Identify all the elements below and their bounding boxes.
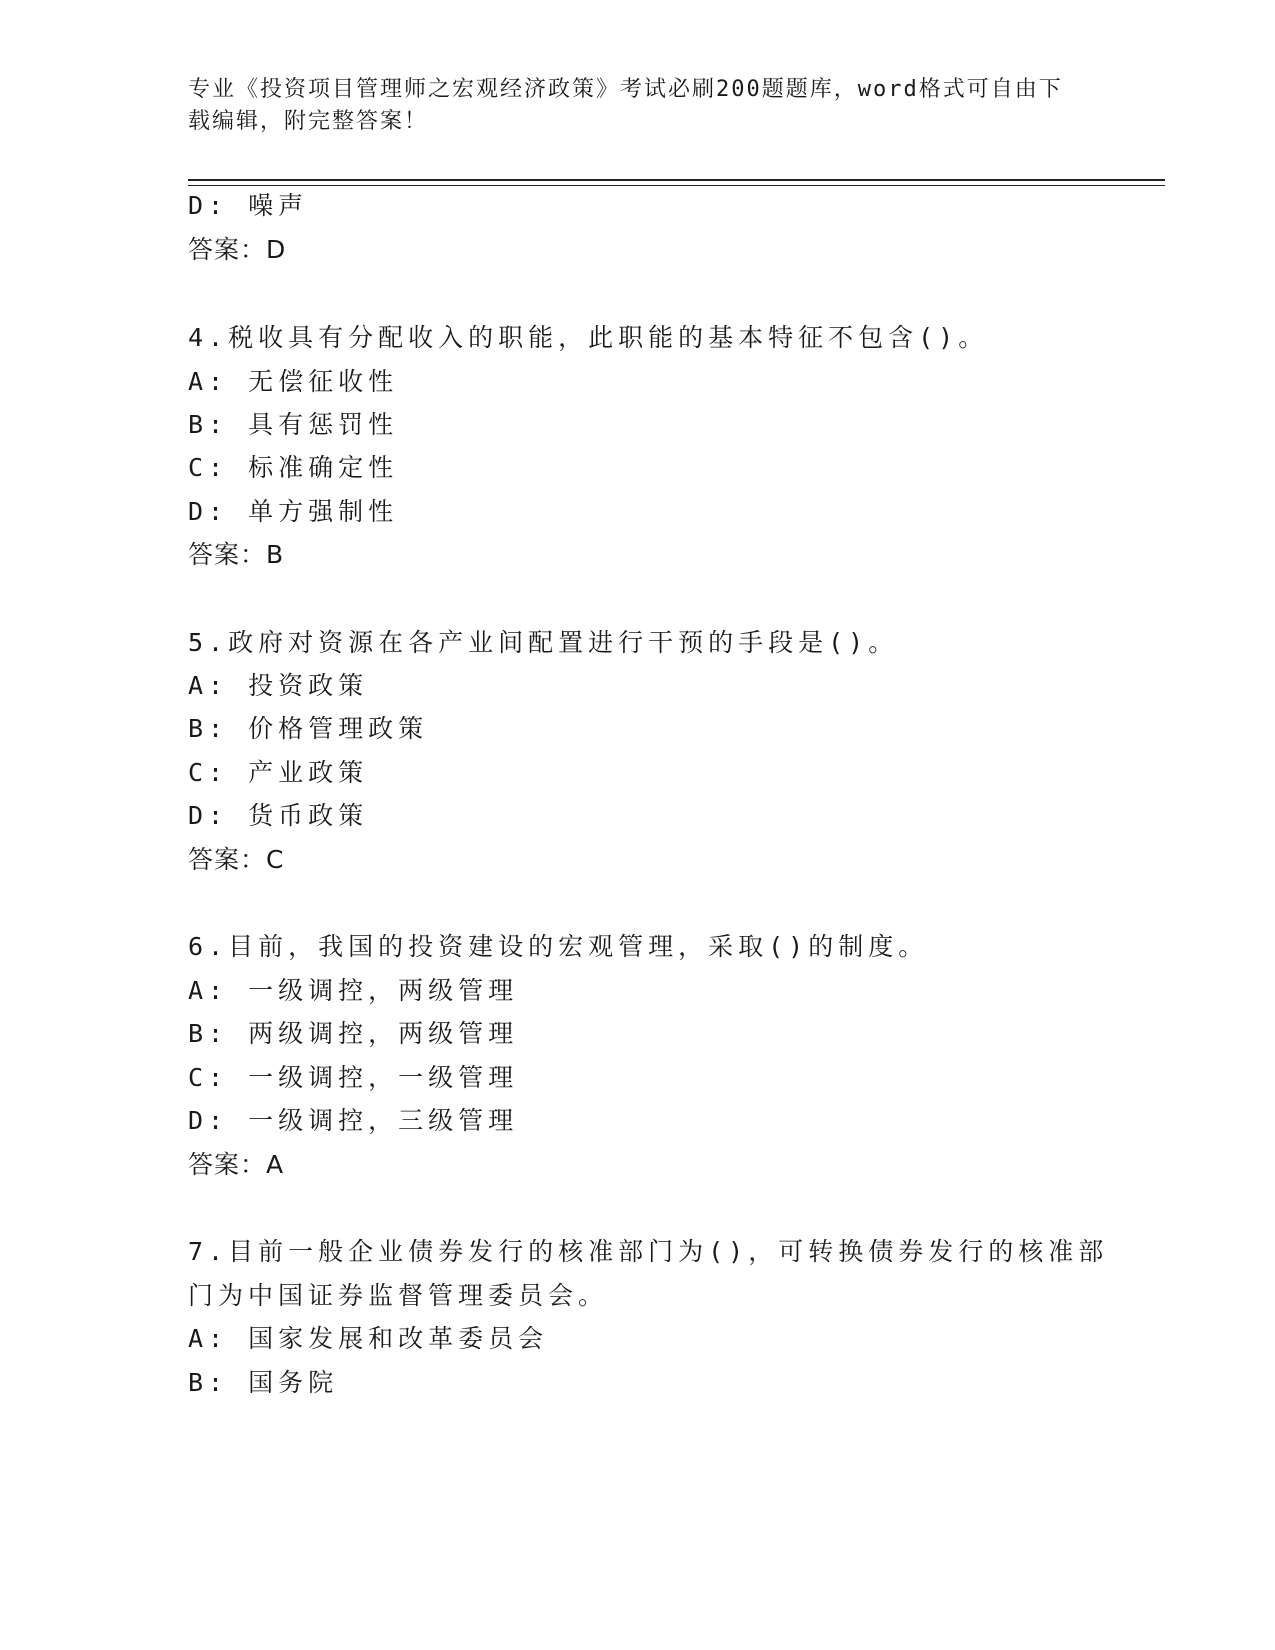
header-divider-thick bbox=[188, 179, 1165, 181]
option-d: D: 货币政策 bbox=[188, 801, 369, 830]
answer: 答案：B bbox=[188, 540, 285, 569]
option-b: B: 国务院 bbox=[188, 1368, 339, 1397]
answer: 答案：D bbox=[188, 235, 287, 264]
option-a: A: 投资政策 bbox=[188, 671, 369, 700]
option-d: D: 单方强制性 bbox=[188, 497, 399, 526]
header-divider-thin bbox=[188, 185, 1165, 186]
question-7-continued: 门为中国证券监督管理委员会。 bbox=[188, 1281, 609, 1310]
question-7: 7.目前一般企业债券发行的核准部门为()，可转换债券发行的核准部 bbox=[188, 1237, 1109, 1266]
option-a: A: 一级调控，两级管理 bbox=[188, 976, 519, 1005]
question-6: 6.目前，我国的投资建设的宏观管理，采取()的制度。 bbox=[188, 932, 929, 961]
document-header: 专业《投资项目管理师之宏观经济政策》考试必刷200题题库，word格式可自由下载编辑，附完整答案！ bbox=[188, 77, 1063, 134]
option-a: A: 无偿征收性 bbox=[188, 367, 399, 396]
option-b: B: 具有惩罚性 bbox=[188, 410, 399, 439]
answer: 答案：C bbox=[188, 845, 285, 874]
question-4: 4.税收具有分配收入的职能，此职能的基本特征不包含()。 bbox=[188, 323, 989, 352]
option-d: D: 一级调控，三级管理 bbox=[188, 1106, 519, 1135]
option-b: B: 价格管理政策 bbox=[188, 714, 429, 743]
option-b: B: 两级调控，两级管理 bbox=[188, 1019, 519, 1048]
option-c: C: 标准确定性 bbox=[188, 453, 399, 482]
option-c: C: 一级调控，一级管理 bbox=[188, 1063, 519, 1092]
option-d: D: 噪声 bbox=[188, 191, 309, 220]
option-c: C: 产业政策 bbox=[188, 758, 369, 787]
answer: 答案：A bbox=[188, 1150, 285, 1179]
option-a: A: 国家发展和改革委员会 bbox=[188, 1324, 549, 1353]
question-5: 5.政府对资源在各产业间配置进行干预的手段是()。 bbox=[188, 628, 899, 657]
